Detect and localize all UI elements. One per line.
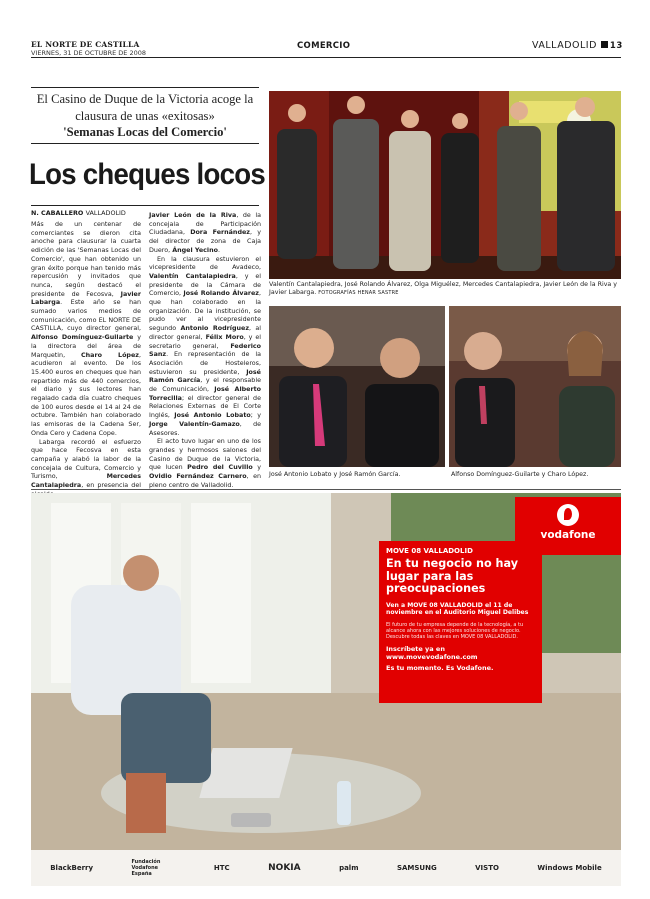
kicker-text: El Casino de Duque de la Victoria acoge la clausura de unas «exitosas»	[36, 92, 254, 123]
sponsor-logos	[31, 850, 621, 886]
sponsor-logo: VISTO	[475, 864, 499, 872]
ad-body: El futuro de tu empresa depende de la tecnología, a tu alcance ahora con las mejores soluciones de negocio. Descubre todas las claves en MOVE 08 VALLADOLID.	[386, 621, 524, 641]
photo-credit: FOTOGRAFÍAS HENAR SASTRE	[318, 290, 399, 296]
issue-date: VIERNES, 31 DE OCTUBRE DE 2008	[31, 49, 146, 57]
photo-dominguez-lopez	[449, 306, 621, 467]
ad-invite: Ven a MOVE 08 VALLADOLID el 11 de noviembre en el Auditorio Miguel Delibes	[386, 601, 529, 616]
vodafone-ad[interactable]	[31, 493, 621, 886]
sponsor-logo: palm	[339, 864, 359, 872]
ad-cta[interactable]: Inscríbete ya en www.movevodafone.com	[386, 645, 478, 662]
publication-name: EL NORTE DE CASTILLA	[31, 40, 140, 49]
headline-rule	[31, 205, 259, 206]
kicker-subtitle: 'Semanas Locas del Comercio'	[63, 125, 227, 139]
section-name: COMERCIO	[297, 41, 351, 51]
vodafone-brand: vodafone	[540, 529, 596, 541]
sponsor-logo: Windows Mobile	[537, 864, 602, 872]
square-icon	[601, 41, 608, 48]
byline	[31, 209, 126, 217]
ad-headline: En tu negocio no hay lugar para las preocupaciones	[386, 557, 519, 595]
page-locator	[532, 40, 623, 51]
sponsor-logo: Fundación Vodafone España	[131, 859, 161, 877]
sponsor-logo: HTC	[213, 864, 230, 872]
sponsor-logo: NOKIA	[268, 863, 301, 873]
article-headline: Los cheques locos	[29, 158, 265, 191]
group-photo	[269, 91, 621, 279]
ad-separator	[31, 489, 621, 490]
page-number: 13	[609, 41, 623, 51]
vodafone-speechmark-icon	[557, 504, 579, 526]
ad-message-box	[379, 541, 542, 703]
ad-event: MOVE 08 VALLADOLID	[386, 547, 473, 555]
main-photo-caption	[269, 281, 621, 297]
kicker-rule-bottom	[31, 143, 259, 144]
article-column-1: Más de un centenar de comerciantes se dieron cita anoche para clausurar la cuarta edición de las 'Semanas Locas del Comercio', que han obtenido un gran éxito porque han tenido más repercusión y invitados que nunca, según destacó el presidente de Fecosva, Javier Labarga. Este año se han sumado varios medios de comunicación, como EL NORTE DE CASTILLA, cuyo director general, Alfonso Domínguez-Guilarte y la directora del área de Marquetin, Charo López, acudieron al evento. De los 15.400 euros en cheques que han repartido más de 440 comercios, el diario y sus lectores han regalado cada día cuatro cheques de 100 euros desde el 14 al 24 de octubre. También han colaborado las emisoras de la Cadena Ser, Onda Cero y Cadena Cope. Labarga recordó el esfuerzo que hace Fecosva en esta campaña y alabó la labor de la concejala de Cultura, Comercio y Turismo, Mercedes Cantalapiedra, en presencia del	[31, 221, 141, 490]
kicker-rule-top	[31, 87, 259, 88]
article-column-2: Javier León de la Riva, de la concejala de Participación Ciudadana, Dora Fernández, y del director de zona de Caja Duero, Ángel Yecino. En la clausura estuvieron el vicepresidente de Avadeco, Valentín Cantalapiedra, y el presidente de la Cámara de Comercio, José Rolando Álvarez, que han colaborado en la organización. De la institución, se pudo ver al vicepresidente segundo Antonio Rodríguez, al director general, Félix Moro, y el secretario general, Federico Sanz. En representación de la Asociación de Hosteleros, estuvieron su presidente, José Ramón García, y el responsable de Comunicación, José Alberto Torrecilla; el director general de Relaciones Externas de El Corte Inglés, José Antonio Lobato; y Jorge Valentín-Gamazo, de Asesores. El acto tuvo lugar en uno de los grandes y hermosos salones del Casino de Duque de la Victoria, que lucen Pedro del Cuvillo y Ovidio Fernández Carnero, en pleno centro de Valladolid.	[149, 212, 261, 489]
city-name: VALLADOLID	[532, 40, 597, 51]
group-photo-illustration	[269, 91, 621, 279]
caption-left-photo: José Antonio Lobato y José Ramón García.	[269, 471, 401, 478]
photo-lobato-garcia-illustration	[269, 306, 445, 467]
sponsor-logo: BlackBerry	[50, 864, 94, 872]
caption-main-text: Valentín Cantalapiedra, José Rolando Álvarez, Olga Miguélez, Mercedes Cantalapiedra, Javier León de la Riva y Javier Labarga.	[269, 281, 618, 296]
article-kicker	[31, 91, 259, 141]
byline-city: VALLADOLID	[85, 209, 126, 217]
photo-lobato-garcia	[269, 306, 445, 467]
ad-tagline: Es tu momento. Es Vodafone.	[386, 664, 494, 673]
header-rule	[31, 57, 621, 58]
caption-right-photo: Alfonso Domínguez-Guilarte y Charo López.	[451, 471, 589, 478]
sponsor-logo: SAMSUNG	[396, 864, 437, 872]
photo-dominguez-lopez-illustration	[449, 306, 621, 467]
byline-author: N. CABALLERO	[31, 209, 84, 217]
